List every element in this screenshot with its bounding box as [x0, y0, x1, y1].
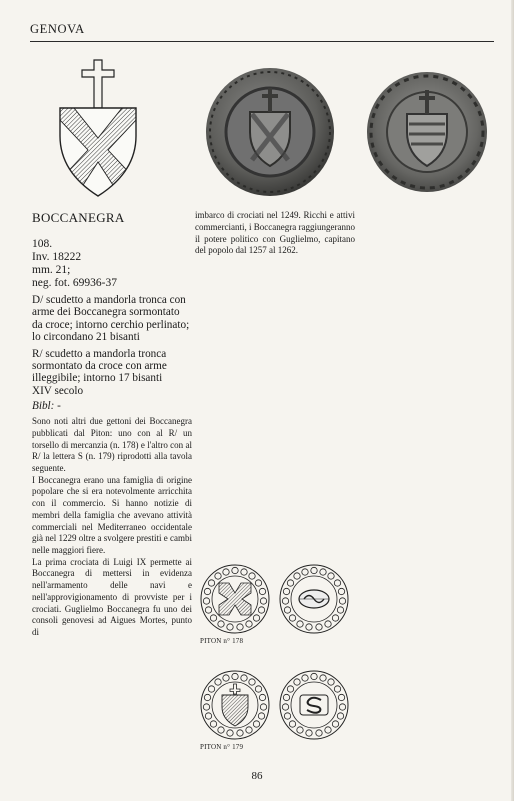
commentary-continuation: imbarco di crociati nel 1249. Ricchi e attivi commercianti, i Boccanegra raggiungeranno il potere politico con Guglielmo, capitano del popolo dal 1257 al 1262. [195, 210, 355, 256]
catalog-number: 108. [32, 238, 53, 250]
page-number: 86 [251, 770, 263, 782]
obverse-description: D/ scudetto a mandorla tronca con arme dei Boccanegra sormontato da croce; intorno cerchio perlinato; lo circondano 21 bisanti [32, 294, 190, 344]
bibliography: Bibl: - [32, 400, 61, 413]
header-rule [30, 41, 494, 42]
diameter: mm. 21; [32, 264, 71, 276]
piton-179-drawing [196, 668, 354, 742]
piton-178-drawing [196, 562, 354, 636]
commentary-paragraph: Sono noti altri due gettoni dei Boccanegra pubblicati dal Piton: uno con al R/ un torsello di mercanzia (n. 178) e l'altro con al R/ la lettera S (n. 179) riprodotti alla tavola seguente. [32, 416, 192, 474]
coin-reverse-photo [363, 68, 491, 196]
coin-obverse-photo [202, 64, 338, 200]
entry-title: BOCCANEGRA [32, 210, 125, 225]
figure-caption: PITON n° 178 [200, 637, 244, 645]
inventory-number: Inv. 18222 [32, 251, 82, 263]
right-column [195, 210, 355, 257]
commentary [32, 416, 192, 638]
century: XIV secolo [32, 384, 84, 397]
boccanegra-arms-drawing [52, 56, 144, 202]
commentary-paragraph: La prima crociata di Luigi IX permette ai Boccanegra di mettersi in evidenza nell'armamento delle navi e nell'approvigionamento di provviste per i crociati. Guglielmo Boccanegra fu uno dei consoli genovesi ad Aigues Mortes, punto di [32, 556, 192, 637]
running-head: GENOVA [30, 22, 85, 36]
reverse-description: R/ scudetto a mandorla tronca sormontato da croce con arme illeggibile; intorno 17 bisanti [32, 347, 167, 385]
commentary-paragraph: I Boccanegra erano una famiglia di origine popolare che si era notevolmente arricchita con il commercio. Si hanno notizie di membri della famiglia che avevano attività commerciali nel Mediterraneo occidentale già nel 1229 oltre a svolgere prestiti e cambi nelle maggiori fiere. [32, 474, 192, 555]
figure-caption: PITON n° 179 [200, 743, 244, 751]
photo-negative: neg. fot. 69936-37 [32, 277, 117, 289]
left-column [32, 210, 192, 639]
